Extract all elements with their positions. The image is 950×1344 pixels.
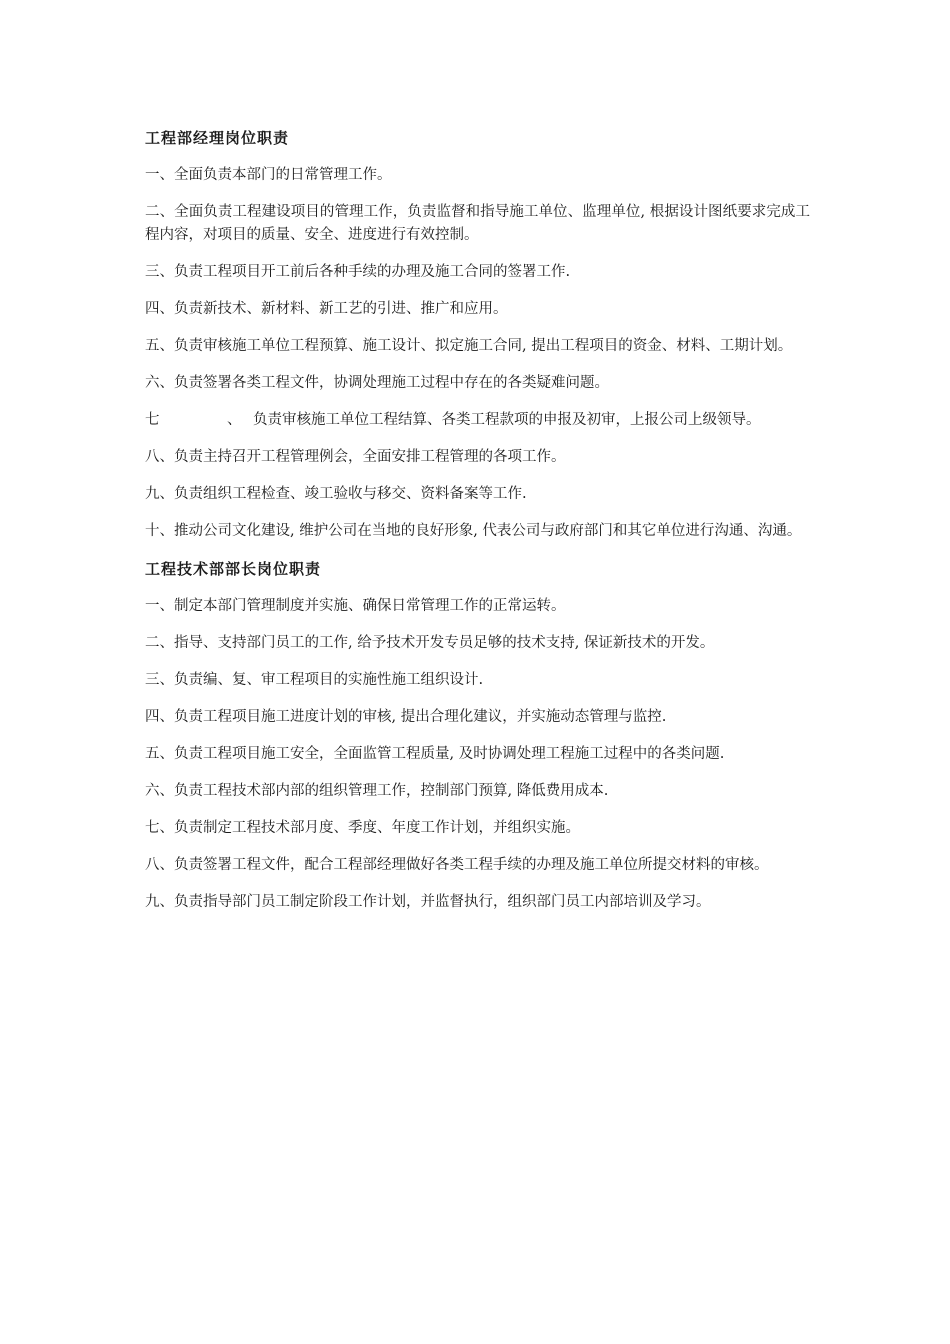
duty-item: 五、负责审核施工单位工程预算、施工设计、拟定施工合同, 提出工程项目的资金、材料、工期计划。 <box>145 338 793 354</box>
duty-item: 十、推动公司文化建设, 维护公司在当地的良好形象, 代表公司与政府部门和其它单位进行沟通、沟通。 <box>145 523 802 539</box>
duty-item: 九、负责指导部门员工制定阶段工作计划，并监督执行，组织部门员工内部培训及学习。 <box>145 894 711 910</box>
duty-item: 八、负责主持召开工程管理例会，全面安排工程管理的各项工作。 <box>145 449 566 465</box>
duty-item: 六、负责签署各类工程文件，协调处理施工过程中存在的各类疑难问题。 <box>145 375 609 391</box>
duty-item: 五、负责工程项目施工安全，全面监管工程质量, 及时协调处理工程施工过程中的各类问题. <box>145 746 725 762</box>
duty-item-number: 七 <box>145 412 160 428</box>
section-technical-director <box>145 557 810 914</box>
duty-item: 二、全面负责工程建设项目的管理工作，负责监督和指导施工单位、监理单位, 根据设计图纸要求完成工程内容，对项目的质量、安全、进度进行有效控制。 <box>145 204 810 243</box>
duty-item-text: 负责审核施工单位工程结算、各类工程款项的申报及初审，上报公司上级领导。 <box>253 412 761 428</box>
duty-item: 一、全面负责本部门的日常管理工作。 <box>145 167 392 183</box>
duty-item: 四、负责新技术、新材料、新工艺的引进、推广和应用。 <box>145 301 508 317</box>
duty-item: 三、负责工程项目开工前后各种手续的办理及施工合同的签署工作. <box>145 264 571 280</box>
duty-item: 八、负责签署工程文件，配合工程部经理做好各类工程手续的办理及施工单位所提交材料的审核。 <box>145 857 769 873</box>
duty-item: 一、制定本部门管理制度并实施、确保日常管理工作的正常运转。 <box>145 598 566 614</box>
duty-item: 三、负责编、复、审工程项目的实施性施工组织设计. <box>145 672 484 688</box>
duty-item <box>145 409 810 432</box>
section-title: 工程技术部部长岗位职责 <box>145 560 322 578</box>
section-engineering-manager <box>145 126 810 543</box>
duty-item: 二、指导、支持部门员工的工作, 给予技术开发专员足够的技术支持, 保证新技术的开发。 <box>145 635 715 651</box>
duty-item: 四、负责工程项目施工进度计划的审核, 提出合理化建议，并实施动态管理与监控. <box>145 709 667 725</box>
section-title: 工程部经理岗位职责 <box>145 129 290 147</box>
duty-item: 六、负责工程技术部内部的组织管理工作，控制部门预算, 降低费用成本. <box>145 783 609 799</box>
duty-item: 七、负责制定工程技术部月度、季度、年度工作计划，并组织实施。 <box>145 820 580 836</box>
duty-item-separator: 、 <box>227 412 242 428</box>
document-page <box>145 126 810 928</box>
duty-item: 九、负责组织工程检查、竣工验收与移交、资料备案等工作. <box>145 486 527 502</box>
